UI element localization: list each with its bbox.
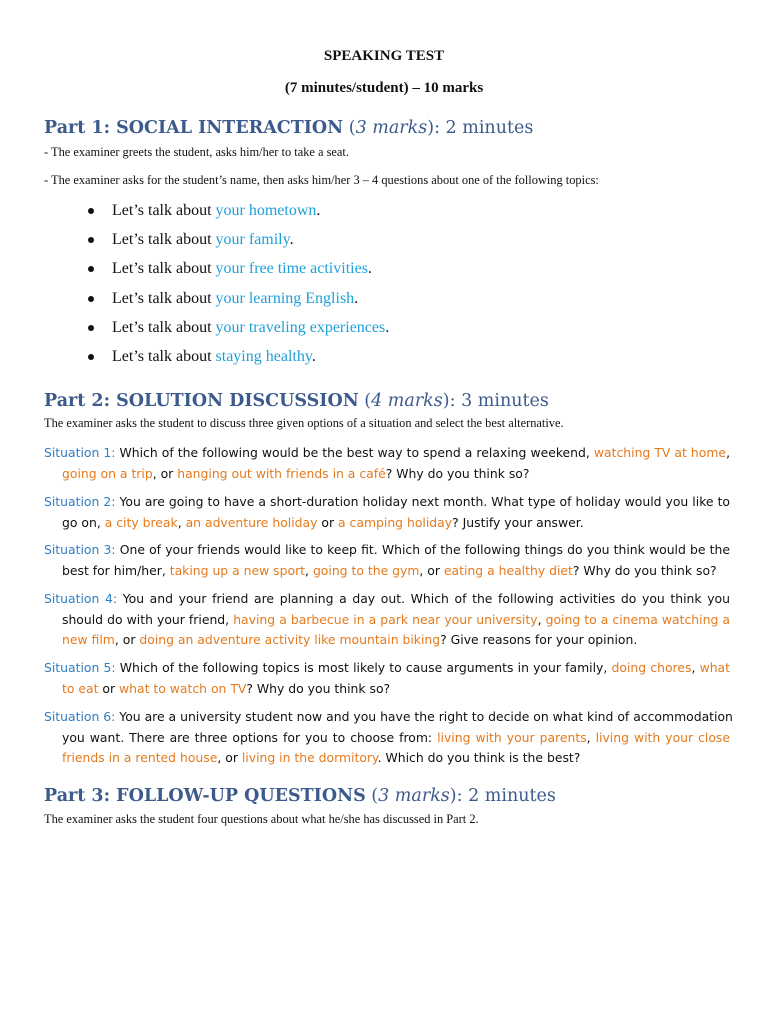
page-subtitle: (7 minutes/student) – 10 marks — [284, 80, 484, 96]
bullet-icon — [88, 237, 94, 243]
part2-duration: ): 3 minutes — [442, 391, 549, 411]
topic-item — [88, 231, 389, 260]
part1-open-paren: ( — [343, 118, 356, 138]
part3-heading-title: Part 3: FOLLOW-UP QUESTIONS — [44, 786, 366, 806]
option-text: new film — [62, 632, 115, 648]
topic-prefix: Let’s talk about — [112, 347, 216, 365]
topic-name: your free time activities — [215, 260, 368, 278]
bullet-icon — [88, 325, 94, 331]
page-title: SPEAKING TEST — [323, 48, 445, 64]
option-text: what — [699, 660, 731, 675]
option-text: going on a trip — [62, 465, 153, 481]
part3-duration: ): 2 minutes — [449, 786, 556, 806]
situation-label: Situation 4: — [44, 591, 118, 606]
situation-label: Situation 1: — [44, 445, 116, 460]
option-text: an adventure holiday — [185, 514, 318, 530]
option-text: eating a healthy diet — [443, 562, 573, 578]
part3-heading — [44, 786, 556, 806]
situation-1: Situation 1: Which of the following would be the best way to spend a relaxing weekend, watching TV at home, going on a trip, or hanging out with friends in a café? Why do you think so? — [44, 445, 731, 481]
topic-name: your learning English — [215, 289, 355, 307]
part2-marks: 4 marks — [371, 391, 443, 411]
topic-period: . — [289, 231, 294, 249]
option-text: doing chores — [611, 660, 692, 675]
option-text: a city break — [104, 514, 178, 530]
option-text: living with your close — [595, 729, 730, 745]
topic-item — [88, 260, 389, 289]
bullet-icon — [88, 266, 94, 272]
situation-2: Situation 2: You are going to have a short-duration holiday next month. What type of holiday would you like to go on, a city break, an adventure holiday or a camping holiday? Justify your answer. — [44, 494, 731, 530]
option-text: a camping holiday — [338, 514, 453, 530]
part3-open-paren: ( — [365, 786, 379, 806]
option-text: to eat — [62, 680, 99, 696]
bullet-icon — [88, 354, 94, 360]
topic-period: . — [354, 289, 359, 307]
part1-heading — [44, 118, 533, 138]
option-text: friends in a rented house — [62, 750, 218, 766]
option-text: hanging out with friends in a café — [177, 465, 386, 481]
situation-label: Situation 3: — [44, 542, 116, 557]
situation-3: Situation 3: One of your friends would like to keep fit. Which of the following things do you think would be the best for him/her, taking up a new sport, going to the gym, or eating a healthy diet? Why do you think so? — [44, 542, 730, 578]
topic-prefix: Let’s talk about — [112, 202, 216, 219]
part1-heading-title: Part 1: SOCIAL INTERACTION — [44, 118, 344, 138]
topic-list — [88, 202, 389, 377]
topic-name: your family — [215, 231, 290, 249]
topic-period: . — [385, 318, 390, 336]
bullet-icon — [88, 296, 94, 302]
option-text: going to a cinema watching a — [545, 611, 730, 627]
topic-name: staying healthy — [215, 347, 312, 365]
topic-name: your hometown — [215, 202, 317, 219]
topic-period: . — [316, 202, 321, 219]
topic-period: . — [311, 347, 316, 365]
part2-heading-title: Part 2: SOLUTION DISCUSSION — [44, 391, 359, 411]
situation-4: Situation 4: You and your friend are planning a day out. Which of the following activities do you think you should do with your friend, having a barbecue in a park near your university, going to a cinema watching a new film, or doing an adventure activity like mountain biking? Give reasons for your opinion. — [44, 591, 730, 648]
part1-line-greeting: - The examiner greets the student, asks him/her to take a seat. — [44, 145, 349, 159]
topic-name: your traveling experiences — [215, 318, 386, 336]
part2-intro: The examiner asks the student to discuss three given options of a situation and select the best alternative. — [44, 416, 564, 430]
part1-line-questions: - The examiner asks for the student’s name, then asks him/her 3 – 4 questions about one of the following topics: — [44, 173, 599, 187]
part1-duration: ): 2 minutes — [427, 118, 534, 138]
topic-prefix: Let’s talk about — [112, 289, 216, 307]
part2-open-paren: ( — [358, 391, 372, 411]
option-text: going to the gym — [312, 562, 420, 578]
option-text: taking up a new sport — [169, 562, 306, 578]
topic-item — [88, 348, 389, 377]
situation-label: Situation 2: — [44, 494, 116, 509]
option-text: having a barbecue in a park near your university — [233, 611, 538, 627]
option-text: watching TV at home — [593, 445, 727, 460]
option-text: what to watch on TV — [119, 680, 247, 696]
situation-label: Situation 5: — [44, 660, 116, 675]
bullet-icon — [88, 208, 94, 214]
situation-label: Situation 6: — [44, 709, 116, 724]
situation-5: Situation 5: Which of the following topics is most likely to cause arguments in your family, doing chores, what to eat or what to watch on TV? Why do you think so? — [44, 660, 731, 696]
topic-item — [88, 319, 389, 348]
situation-6: Situation 6: You are a university student now and you have the right to decide on what kind of accommodation you want. There are three options for you to choose from: living with your parents, living with your close friends in a rented house, or living in the dormitory. Which do you think is the best? — [44, 709, 733, 766]
topic-prefix: Let’s talk about — [112, 260, 216, 278]
topic-prefix: Let’s talk about — [112, 231, 216, 249]
topic-item — [88, 290, 389, 319]
topic-period: . — [367, 260, 372, 278]
topic-prefix: Let’s talk about — [112, 318, 216, 336]
part2-heading — [44, 391, 549, 411]
part3-line: The examiner asks the student four questions about what he/she has discussed in Part 2. — [44, 812, 479, 826]
part1-marks: 3 marks — [355, 118, 428, 138]
option-text: living in the dormitory — [241, 750, 378, 766]
part3-marks: 3 marks — [378, 786, 450, 806]
topic-item — [88, 202, 389, 231]
option-text: living with your parents — [437, 729, 587, 745]
option-text: doing an adventure activity like mountain biking — [139, 632, 441, 648]
